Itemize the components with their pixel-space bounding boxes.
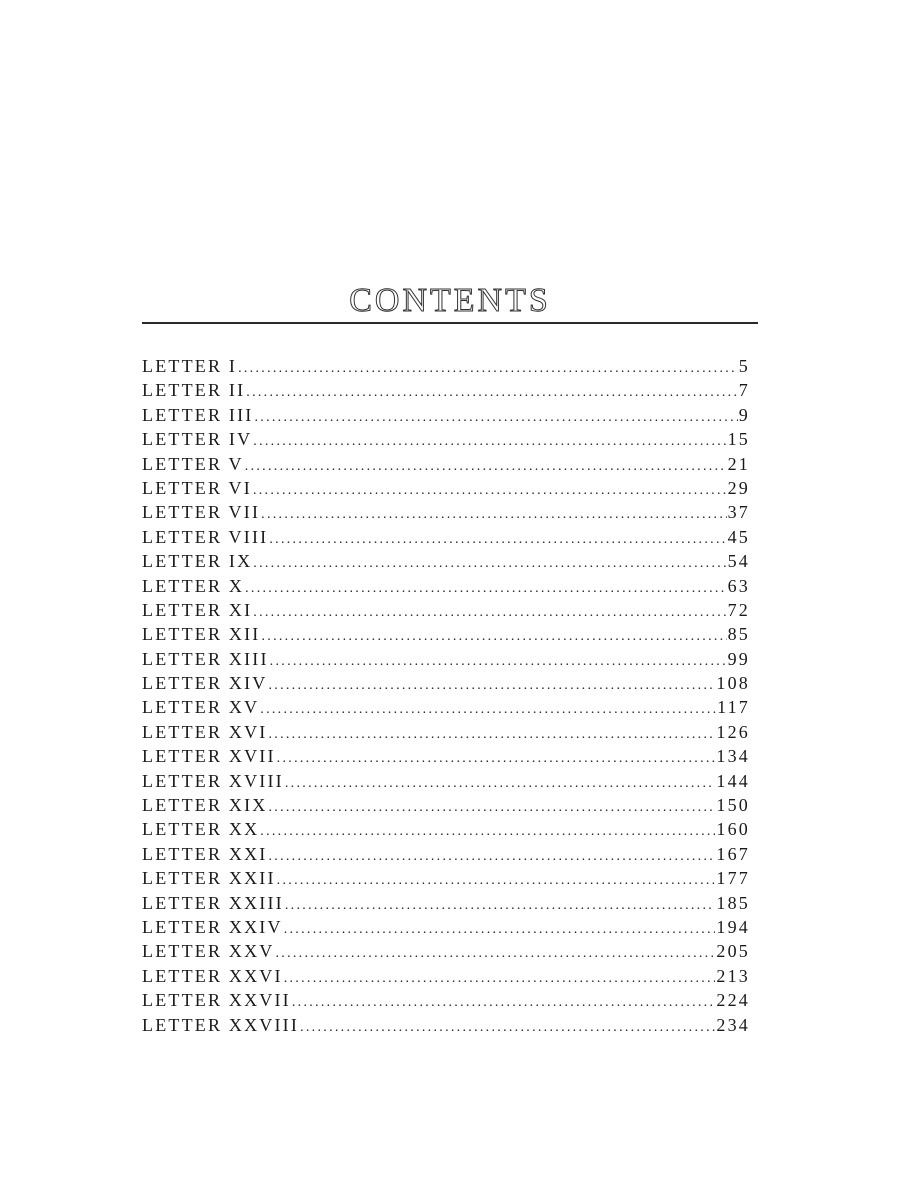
toc-entry-page: 108 [716, 673, 750, 694]
toc-entry-label: LETTER V [142, 453, 244, 474]
toc-leader-dots [253, 476, 727, 500]
toc-leader-dots [285, 769, 716, 793]
toc-entry-label: LETTER IV [142, 429, 253, 450]
toc-entry-label: LETTER I [142, 356, 238, 376]
toc-entry-label: LETTER IX [142, 551, 253, 572]
toc-entry-page: 117 [717, 697, 750, 718]
toc-leader-dots [253, 427, 726, 451]
toc-entry[interactable] [142, 964, 750, 988]
toc-entry-page: 167 [716, 843, 750, 864]
toc-entry-label: LETTER XXV [142, 941, 275, 962]
toc-entry-label: LETTER XIII [142, 648, 269, 669]
toc-entry-label: LETTER XXIV [142, 916, 283, 937]
toc-entry[interactable] [142, 574, 750, 598]
toc-entry-page: 15 [727, 429, 750, 450]
toc-entry-label: LETTER VII [142, 502, 261, 523]
toc-entry[interactable] [142, 891, 750, 915]
toc-entry-page: 224 [716, 990, 750, 1011]
toc-leader-dots [268, 793, 715, 817]
toc-leader-dots [284, 915, 716, 939]
toc-entry-page: 63 [727, 575, 750, 596]
toc-leader-dots [277, 744, 716, 768]
toc-entry-page: 37 [727, 502, 750, 523]
toc-entry[interactable] [142, 500, 750, 524]
toc-leader-dots [268, 671, 715, 695]
toc-entry[interactable] [142, 525, 750, 549]
toc-leader-dots [284, 964, 716, 988]
toc-entry-page: 99 [727, 648, 750, 669]
toc-entry-label: LETTER XIV [142, 673, 268, 694]
toc-entry-label: LETTER XX [142, 819, 260, 840]
toc-entry-label: LETTER XVIII [142, 770, 284, 791]
toc-entry-label: LETTER XXIII [142, 892, 284, 913]
toc-entry[interactable] [142, 354, 750, 378]
toc-entry-label: LETTER II [142, 380, 246, 401]
toc-entry-page: 134 [716, 746, 750, 767]
toc-entry-page: 160 [716, 819, 750, 840]
toc-entry-page: 205 [716, 941, 750, 962]
toc-entry-label: LETTER XXVII [142, 990, 291, 1011]
toc-entry-page: 185 [716, 892, 750, 913]
toc-leader-dots [261, 500, 726, 524]
toc-entry[interactable] [142, 378, 750, 402]
toc-entry-page: 234 [716, 1014, 750, 1035]
toc-entry[interactable] [142, 647, 750, 671]
toc-leader-dots [277, 866, 716, 890]
toc-leader-dots [275, 939, 715, 963]
toc-leader-dots [254, 403, 737, 427]
toc-entry[interactable] [142, 598, 750, 622]
toc-entry-label: LETTER XV [142, 697, 260, 718]
toc-entry[interactable] [142, 988, 750, 1012]
toc-entry-page: 45 [727, 526, 750, 547]
toc-entry[interactable] [142, 476, 750, 500]
toc-entry[interactable] [142, 769, 750, 793]
toc-entry-label: LETTER XVII [142, 746, 276, 767]
toc-leader-dots [246, 378, 738, 402]
toc-entry-page: 9 [738, 404, 750, 425]
toc-entry-page: 72 [727, 599, 750, 620]
toc-entry-label: LETTER XXVIII [142, 1014, 300, 1035]
toc-entry[interactable] [142, 939, 750, 963]
toc-entry-label: LETTER XXI [142, 843, 268, 864]
toc-entry[interactable] [142, 452, 750, 476]
toc-entry-label: LETTER X [142, 575, 245, 596]
toc-leader-dots [260, 817, 715, 841]
toc-entry-page: 177 [716, 868, 750, 889]
table-of-contents [142, 354, 750, 1037]
title-divider [142, 322, 758, 324]
toc-entry[interactable] [142, 1013, 750, 1037]
toc-entry-label: LETTER VI [142, 477, 252, 498]
toc-entry-page: 213 [716, 965, 750, 986]
toc-entry-page: 29 [727, 477, 750, 498]
toc-entry-page: 126 [716, 721, 750, 742]
toc-leader-dots [245, 452, 727, 476]
toc-entry-page: 54 [727, 551, 750, 572]
toc-entry-label: LETTER XIX [142, 795, 268, 816]
toc-leader-dots [253, 598, 726, 622]
toc-leader-dots [253, 549, 726, 573]
toc-entry-label: LETTER VIII [142, 526, 269, 547]
toc-entry-label: LETTER XII [142, 624, 261, 645]
toc-entry[interactable] [142, 695, 750, 719]
toc-entry[interactable] [142, 744, 750, 768]
toc-entry[interactable] [142, 671, 750, 695]
toc-leader-dots [270, 647, 727, 671]
toc-entry-page: 150 [716, 795, 750, 816]
toc-leader-dots [269, 525, 726, 549]
toc-entry[interactable] [142, 842, 750, 866]
toc-leader-dots [260, 695, 716, 719]
toc-entry-label: LETTER III [142, 404, 254, 425]
toc-entry[interactable] [142, 866, 750, 890]
toc-entry-page: 7 [738, 380, 750, 401]
toc-entry-page: 144 [716, 770, 750, 791]
toc-entry[interactable] [142, 720, 750, 744]
toc-entry-page: 5 [738, 356, 750, 376]
toc-entry[interactable] [142, 403, 750, 427]
toc-entry[interactable] [142, 915, 750, 939]
toc-entry-page: 21 [727, 453, 750, 474]
toc-entry-page: 194 [716, 916, 750, 937]
toc-entry-page: 85 [727, 624, 750, 645]
toc-entry[interactable] [142, 427, 750, 451]
toc-leader-dots [245, 574, 727, 598]
toc-entry[interactable] [142, 793, 750, 817]
toc-leader-dots [268, 720, 715, 744]
toc-entry-label: LETTER XVI [142, 721, 268, 742]
toc-entry-label: LETTER XXII [142, 868, 276, 889]
toc-entry[interactable] [142, 622, 750, 646]
toc-entry-label: LETTER XI [142, 599, 253, 620]
toc-leader-dots [300, 1013, 715, 1037]
toc-entry[interactable] [142, 549, 750, 573]
toc-leader-dots [285, 891, 716, 915]
toc-leader-dots [268, 842, 715, 866]
toc-leader-dots [238, 354, 738, 378]
toc-entry-label: LETTER XXVI [142, 965, 283, 986]
toc-entry[interactable] [142, 817, 750, 841]
toc-leader-dots [292, 988, 716, 1012]
toc-leader-dots [261, 622, 726, 646]
page-title: CONTENTS [349, 281, 551, 319]
